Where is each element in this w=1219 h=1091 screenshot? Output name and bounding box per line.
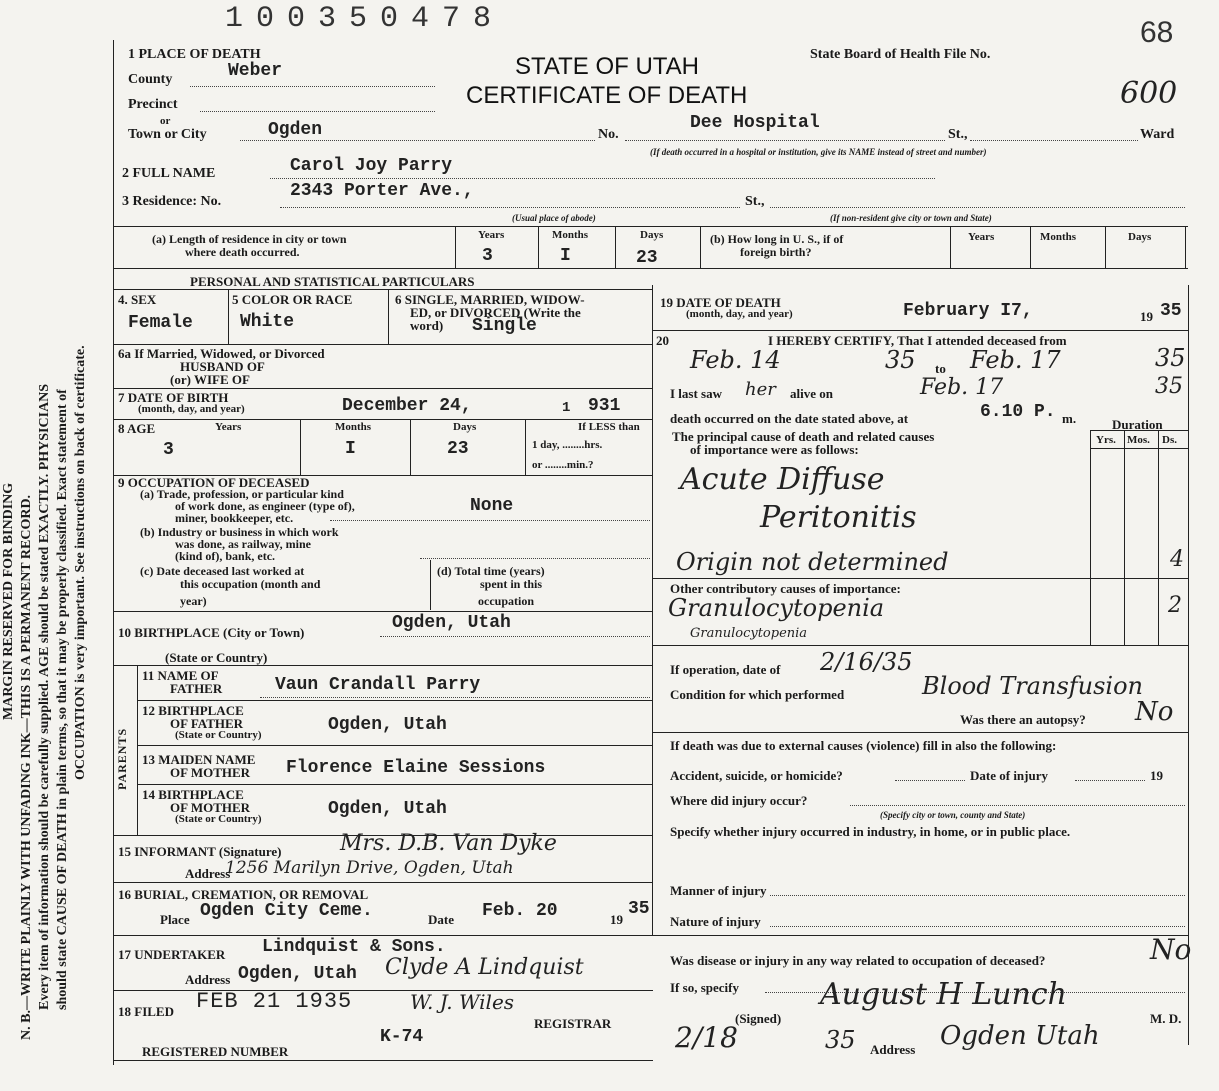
father-birthplace-label-2: OF FATHER	[170, 716, 244, 731]
burial-date-label: Date	[428, 912, 454, 927]
sex-value: Female	[128, 313, 193, 333]
us-days-label: Days	[1128, 231, 1152, 243]
cause-of-death-3: Origin not determined	[676, 548, 949, 576]
margin-instructions-3: OCCUPATION is very important. See instructions on back of certificate.	[73, 345, 88, 780]
attended-to-date: Feb. 17	[970, 346, 1061, 374]
injury-location-label: Where did injury occur?	[670, 793, 808, 808]
occupation-c3: year)	[180, 594, 207, 608]
full-name-label: 2 FULL NAME	[122, 166, 216, 181]
burial-place-label: Place	[160, 912, 190, 927]
form-title-certificate: CERTIFICATE OF DEATH	[466, 82, 748, 109]
color-label: 5 COLOR OR RACE	[232, 292, 353, 307]
county-value: Weber	[228, 61, 283, 81]
occupation-related-value: No	[1150, 933, 1192, 966]
father-name-label-2: FATHER	[170, 681, 223, 696]
age-years-label: Years	[215, 421, 242, 433]
physician-signature: August H Lunch	[820, 977, 1067, 1012]
margin-binding-note: MARGIN RESERVED FOR BINDING	[1, 482, 16, 720]
contributory-cause-rewrite: Granulocytopenia	[690, 626, 808, 641]
personal-particulars-header: PERSONAL AND STATISTICAL PARTICULARS	[190, 274, 475, 289]
or-label: or	[160, 115, 171, 127]
us-residence-label-2: foreign birth?	[740, 245, 812, 259]
age-days-label: Days	[453, 421, 477, 433]
occupation-b2: was done, as railway, mine	[175, 537, 312, 551]
death-time-m: m.	[1062, 411, 1077, 426]
ward-label: Ward	[1140, 127, 1175, 142]
condition-label: Condition for which performed	[670, 687, 845, 702]
undertaker-label: 17 UNDERTAKER	[118, 947, 226, 962]
informant-label: 15 INFORMANT (Signature)	[118, 844, 282, 859]
attended-from-year: 35	[885, 346, 916, 374]
father-birthplace-label-3: (State or Country)	[175, 729, 262, 741]
page-number: 68	[1140, 16, 1174, 49]
father-birthplace-label: 12 BIRTHPLACE	[142, 703, 244, 718]
residence-label: 3 Residence: No.	[122, 194, 222, 209]
age-label: 8 AGE	[118, 421, 156, 436]
marital-value: Single	[472, 316, 537, 336]
town-value: Ogden	[268, 120, 323, 140]
filed-stamp: FEB 21 1935	[196, 989, 353, 1014]
marital-label-3: word)	[410, 318, 444, 333]
contributory-cause: Granulocytopenia	[668, 594, 885, 622]
last-saw-date: Feb. 17	[920, 375, 1004, 400]
street-label: St.,	[948, 127, 968, 142]
us-months-label: Months	[1040, 231, 1077, 243]
injury-setting-label: Specify whether injury occurred in industry, in home, or in public place.	[670, 824, 1071, 839]
sex-label: 4. SEX	[118, 292, 157, 307]
md-label: M. D.	[1150, 1011, 1182, 1026]
years-column-label: Yrs.	[1096, 434, 1116, 446]
mother-name-value: Florence Elaine Sessions	[286, 758, 546, 778]
father-name-label: 11 NAME OF	[142, 668, 219, 683]
accident-label: Accident, suicide, or homicide?	[670, 768, 843, 783]
registered-number-label: REGISTERED NUMBER	[142, 1044, 289, 1059]
birthplace-state-label: (State or Country)	[165, 650, 268, 665]
occupation-d3: occupation	[478, 594, 535, 608]
burial-date-value: Feb. 20	[482, 901, 558, 921]
last-saw-pronoun: her	[745, 379, 776, 400]
less-than-minutes: or ........min.?	[532, 459, 594, 471]
age-months-label: Months	[335, 421, 372, 433]
full-name-value: Carol Joy Parry	[290, 156, 453, 176]
certify-number: 20	[656, 333, 669, 348]
spouse-label-3: (or) WIFE OF	[170, 372, 250, 387]
dob-value: December 24,	[342, 396, 472, 416]
abode-note: (Usual place of abode)	[512, 213, 596, 223]
birthplace-value: Ogden, Utah	[392, 613, 511, 633]
injury-date-label: Date of injury	[970, 768, 1048, 783]
spouse-label: 6a If Married, Widowed, or Divorced	[118, 346, 325, 361]
burial-year-prefix: 19	[610, 912, 623, 927]
margin-ink-note: N. B.—WRITE PLAINLY WITH UNFADING INK—THIS IS A PERMANENT RECORD.	[19, 494, 34, 1040]
hospital-note: (If death occurred in a hospital or institution, give its NAME instead of street and number)	[650, 147, 987, 157]
nonresident-note: (If non-resident give city or town and State)	[830, 213, 992, 223]
birthplace-label: 10 BIRTHPLACE (City or Town)	[118, 625, 305, 640]
mother-birthplace-label-2: OF MOTHER	[170, 800, 251, 815]
occupation-d1: (d) Total time (years)	[437, 564, 545, 578]
mother-name-label: 13 MAIDEN NAME	[142, 752, 256, 767]
age-years-value: 3	[163, 440, 174, 460]
death-year-prefix: 19	[1140, 309, 1153, 324]
death-date-label: 19 DATE OF DEATH	[660, 295, 781, 310]
color-value: White	[240, 312, 295, 332]
registered-number-value: K-74	[380, 1027, 424, 1047]
age-months-value: I	[345, 439, 356, 459]
contributory-duration-days: 2	[1168, 593, 1182, 618]
file-number-handwritten: 600	[1120, 76, 1178, 111]
residence-street-label: St.,	[745, 194, 765, 209]
informant-address: 1256 Marilyn Drive, Ogden, Utah	[225, 858, 514, 878]
burial-year-value: 35	[628, 899, 650, 919]
mother-name-label-2: OF MOTHER	[170, 765, 251, 780]
county-label: County	[128, 72, 173, 87]
signed-address: Ogden Utah	[940, 1021, 1100, 1051]
signed-date: 2/18	[675, 1021, 738, 1054]
undertaker-value: Lindquist & Sons.	[262, 937, 446, 957]
alive-on-label: alive on	[790, 386, 833, 401]
occupation-b1: (b) Industry or business in which work	[140, 525, 339, 539]
operation-date-value: 2/16/35	[820, 648, 913, 676]
manner-of-injury-label: Manner of injury	[670, 883, 767, 898]
registrar-signature: W. J. Wiles	[410, 990, 515, 1014]
mother-birthplace-label-3: (State or Country)	[175, 813, 262, 825]
undertaker-address-label: Address	[185, 972, 231, 987]
occupation-b3: (kind of), bank, etc.	[175, 549, 276, 563]
occupation-a1: (a) Trade, profession, or particular kind	[140, 487, 344, 501]
death-occurred-label: death occurred on the date stated above, at	[670, 411, 909, 426]
attended-to-label: to	[935, 361, 946, 376]
residence-days-label: Days	[640, 229, 664, 241]
parents-side-label: PARENTS	[115, 727, 129, 790]
death-date-label-2: (month, day, and year)	[686, 308, 793, 320]
occupation-label: 9 OCCUPATION OF DECEASED	[118, 475, 310, 490]
residence-months-value: I	[560, 246, 571, 266]
informant-address-label: Address	[185, 866, 231, 881]
spouse-label-2: HUSBAND OF	[180, 359, 265, 374]
informant-signature: Mrs. D.B. Van Dyke	[340, 831, 557, 856]
operation-date-label: If operation, date of	[670, 662, 781, 677]
duration-label: Duration	[1112, 417, 1163, 432]
hospital-value: Dee Hospital	[690, 113, 820, 133]
residence-months-label: Months	[552, 229, 589, 241]
less-than-hours: 1 day, ........hrs.	[532, 439, 603, 451]
occupation-a2: of work done, as engineer (type of),	[175, 499, 355, 513]
place-of-death-label: 1 PLACE OF DEATH	[128, 47, 261, 62]
town-label: Town or City	[128, 127, 207, 142]
certify-label: I HEREBY CERTIFY, That I attended deceased from	[768, 333, 1067, 348]
mother-birthplace-value: Ogden, Utah	[328, 799, 447, 819]
marital-label-2: ED, or DIVORCED (Write the	[410, 305, 581, 320]
undertaker-signature: Clyde A Lindquist	[385, 955, 584, 980]
us-residence-label: (b) How long in U. S., if of	[710, 232, 844, 246]
form-title-state: STATE OF UTAH	[515, 53, 699, 80]
dob-year-value: 931	[588, 396, 621, 416]
attended-from-date: Feb. 14	[690, 346, 781, 374]
cause-of-death-2: Peritonitis	[760, 500, 917, 535]
burial-place-value: Ogden City Ceme.	[200, 901, 373, 921]
occupation-d2: spent in this	[480, 577, 543, 591]
mother-birthplace-label: 14 BIRTHPLACE	[142, 787, 244, 802]
age-days-value: 23	[447, 439, 469, 459]
dob-label-2: (month, day, and year)	[138, 403, 245, 415]
residence-years-value: 3	[482, 246, 493, 266]
death-time-value: 6.10 P.	[980, 402, 1056, 422]
external-causes-label: If death was due to external causes (violence) fill in also the following:	[670, 738, 1057, 753]
cause-of-death-1: Acute Diffuse	[680, 462, 885, 497]
cause-3-duration-days: 4	[1170, 547, 1184, 572]
occupation-c1: (c) Date deceased last worked at	[140, 564, 305, 578]
death-year-value: 35	[1160, 301, 1182, 321]
autopsy-label: Was there an autopsy?	[960, 712, 1086, 727]
less-than-label: If LESS than	[578, 421, 640, 433]
margin-instructions-1: Every item of information should be carefully supplied. AGE should be stated EXACTLY. PHYSICIANS	[37, 383, 52, 1010]
occupation-related-specify-label: If so, specify	[670, 980, 739, 995]
condition-value: Blood Transfusion	[922, 672, 1144, 700]
signed-label: (Signed)	[735, 1011, 782, 1026]
father-birthplace-value: Ogden, Utah	[328, 715, 447, 735]
injury-year-label: 19	[1150, 768, 1163, 783]
other-causes-label: Other contributory causes of importance:	[670, 581, 901, 596]
burial-label: 16 BURIAL, CREMATION, OR REMOVAL	[118, 887, 369, 902]
months-column-label: Mos.	[1127, 434, 1150, 446]
us-years-label: Years	[968, 231, 995, 243]
occupation-value: None	[470, 496, 514, 516]
dob-label: 7 DATE OF BIRTH	[118, 390, 229, 405]
residence-value: 2343 Porter Ave.,	[290, 181, 474, 201]
last-saw-year: 35	[1155, 374, 1183, 399]
nature-of-injury-label: Nature of injury	[670, 914, 761, 929]
days-column-label: Ds.	[1162, 434, 1177, 446]
residence-length-label: (a) Length of residence in city or town	[152, 232, 347, 246]
occupation-c2: this occupation (month and	[180, 577, 321, 591]
occupation-a3: miner, bookkeeper, etc.	[175, 511, 294, 525]
top-serial-number: 100350478	[225, 2, 505, 36]
death-date-value: February I7,	[903, 301, 1033, 321]
registrar-label: REGISTRAR	[534, 1016, 612, 1031]
attended-to-year: 35	[1155, 344, 1186, 372]
autopsy-value: No	[1135, 697, 1174, 727]
signed-address-label: Address	[870, 1042, 916, 1057]
signed-year: 35	[825, 1026, 856, 1054]
marital-label: 6 SINGLE, MARRIED, WIDOW-	[395, 292, 585, 307]
injury-location-note: (Specify city or town, county and State)	[880, 810, 1026, 820]
residence-years-label: Years	[478, 229, 505, 241]
cause-label-2: of importance were as follows:	[690, 442, 859, 457]
file-number-label: State Board of Health File No.	[810, 47, 991, 62]
filed-label: 18 FILED	[118, 1004, 174, 1019]
margin-instructions-2: should state CAUSE OF DEATH in plain terms, so that it may be properly classified. Exact statement of	[55, 389, 70, 1010]
cause-label: The principal cause of death and related causes	[672, 429, 935, 444]
number-label: No.	[598, 127, 619, 142]
father-name-value: Vaun Crandall Parry	[275, 675, 481, 695]
residence-length-label-2: where death occurred.	[185, 245, 300, 259]
precinct-label: Precinct	[128, 97, 178, 112]
last-saw-label: I last saw	[670, 386, 723, 401]
residence-days-value: 23	[636, 248, 658, 268]
occupation-related-label: Was disease or injury in any way related to occupation of deceased?	[670, 953, 1046, 968]
undertaker-address-value: Ogden, Utah	[238, 964, 357, 984]
dob-year-prefix: 1	[562, 400, 571, 416]
